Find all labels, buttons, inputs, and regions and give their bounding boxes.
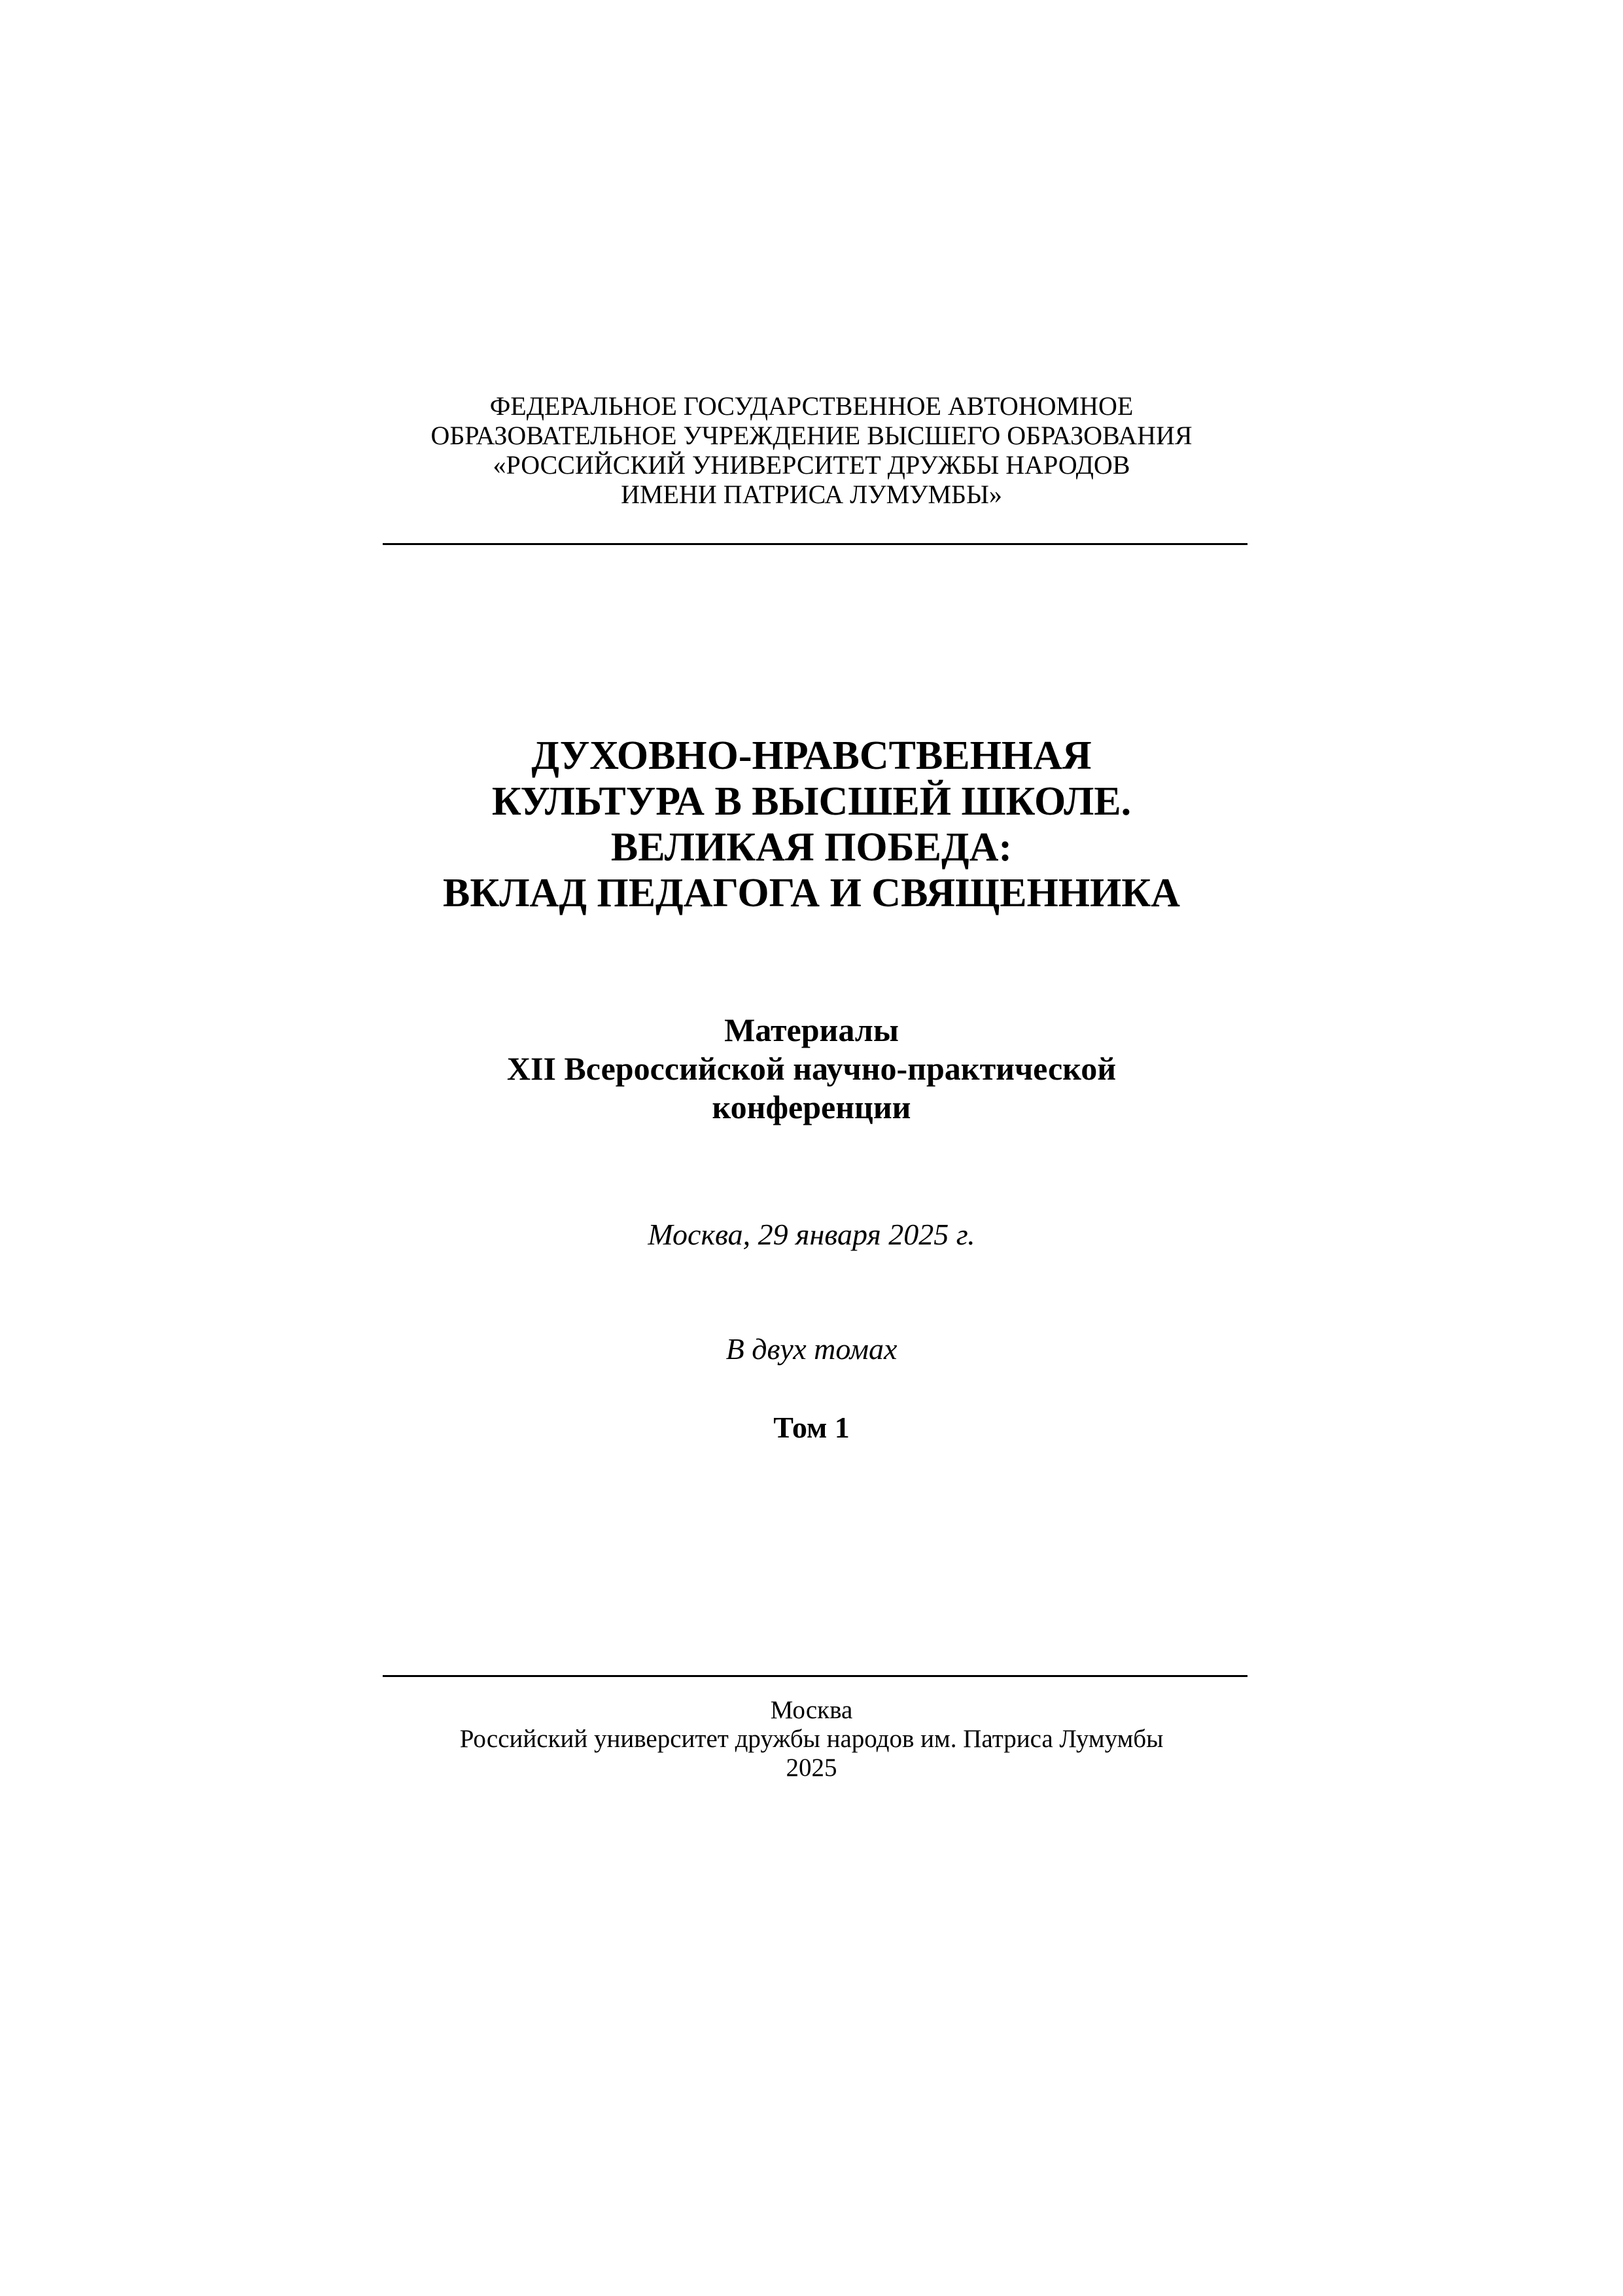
subtitle-line-1: Материалы [724,1012,899,1048]
top-divider [383,543,1248,545]
publisher-name: Российский университет дружбы народов им. Патриса Лумумбы [459,1725,1164,1753]
volume-number: Том 1 [773,1411,850,1444]
event-date: Москва, 29 января 2025 г. [648,1218,975,1251]
document-subtitle [0,1011,1623,1127]
institution-line-4: ИМЕНИ ПАТРИСА ЛУМУМБЫ» [621,480,1002,509]
institution-line-2: ОБРАЗОВАТЕЛЬНОЕ УЧРЕЖДЕНИЕ ВЫСШЕГО ОБРАЗОВАНИЯ [430,421,1193,450]
title-line-4: ВКЛАД ПЕДАГОГА И СВЯЩЕННИКА [443,871,1180,915]
volumes-note: В двух томах [725,1332,898,1366]
publisher-imprint [0,1696,1623,1782]
bottom-divider [383,1675,1248,1677]
institution-line-1: ФЕДЕРАЛЬНОЕ ГОСУДАРСТВЕННОЕ АВТОНОМНОЕ [489,391,1134,421]
document-title [0,733,1623,916]
title-line-1: ДУХОВНО-НРАВСТВЕННАЯ [531,733,1092,778]
subtitle-line-2: XII Всероссийской научно-практической [506,1050,1117,1087]
institution-line-3: «РОССИЙСКИЙ УНИВЕРСИТЕТ ДРУЖБЫ НАРОДОВ [493,450,1130,480]
title-line-3: ВЕЛИКАЯ ПОБЕДА: [610,825,1013,870]
publication-year: 2025 [786,1754,837,1782]
publisher-city: Москва [770,1696,853,1724]
subtitle-line-3: конференции [712,1089,911,1125]
institution-header [0,391,1623,509]
title-line-2: КУЛЬТУРА В ВЫСШЕЙ ШКОЛЕ. [491,779,1132,824]
